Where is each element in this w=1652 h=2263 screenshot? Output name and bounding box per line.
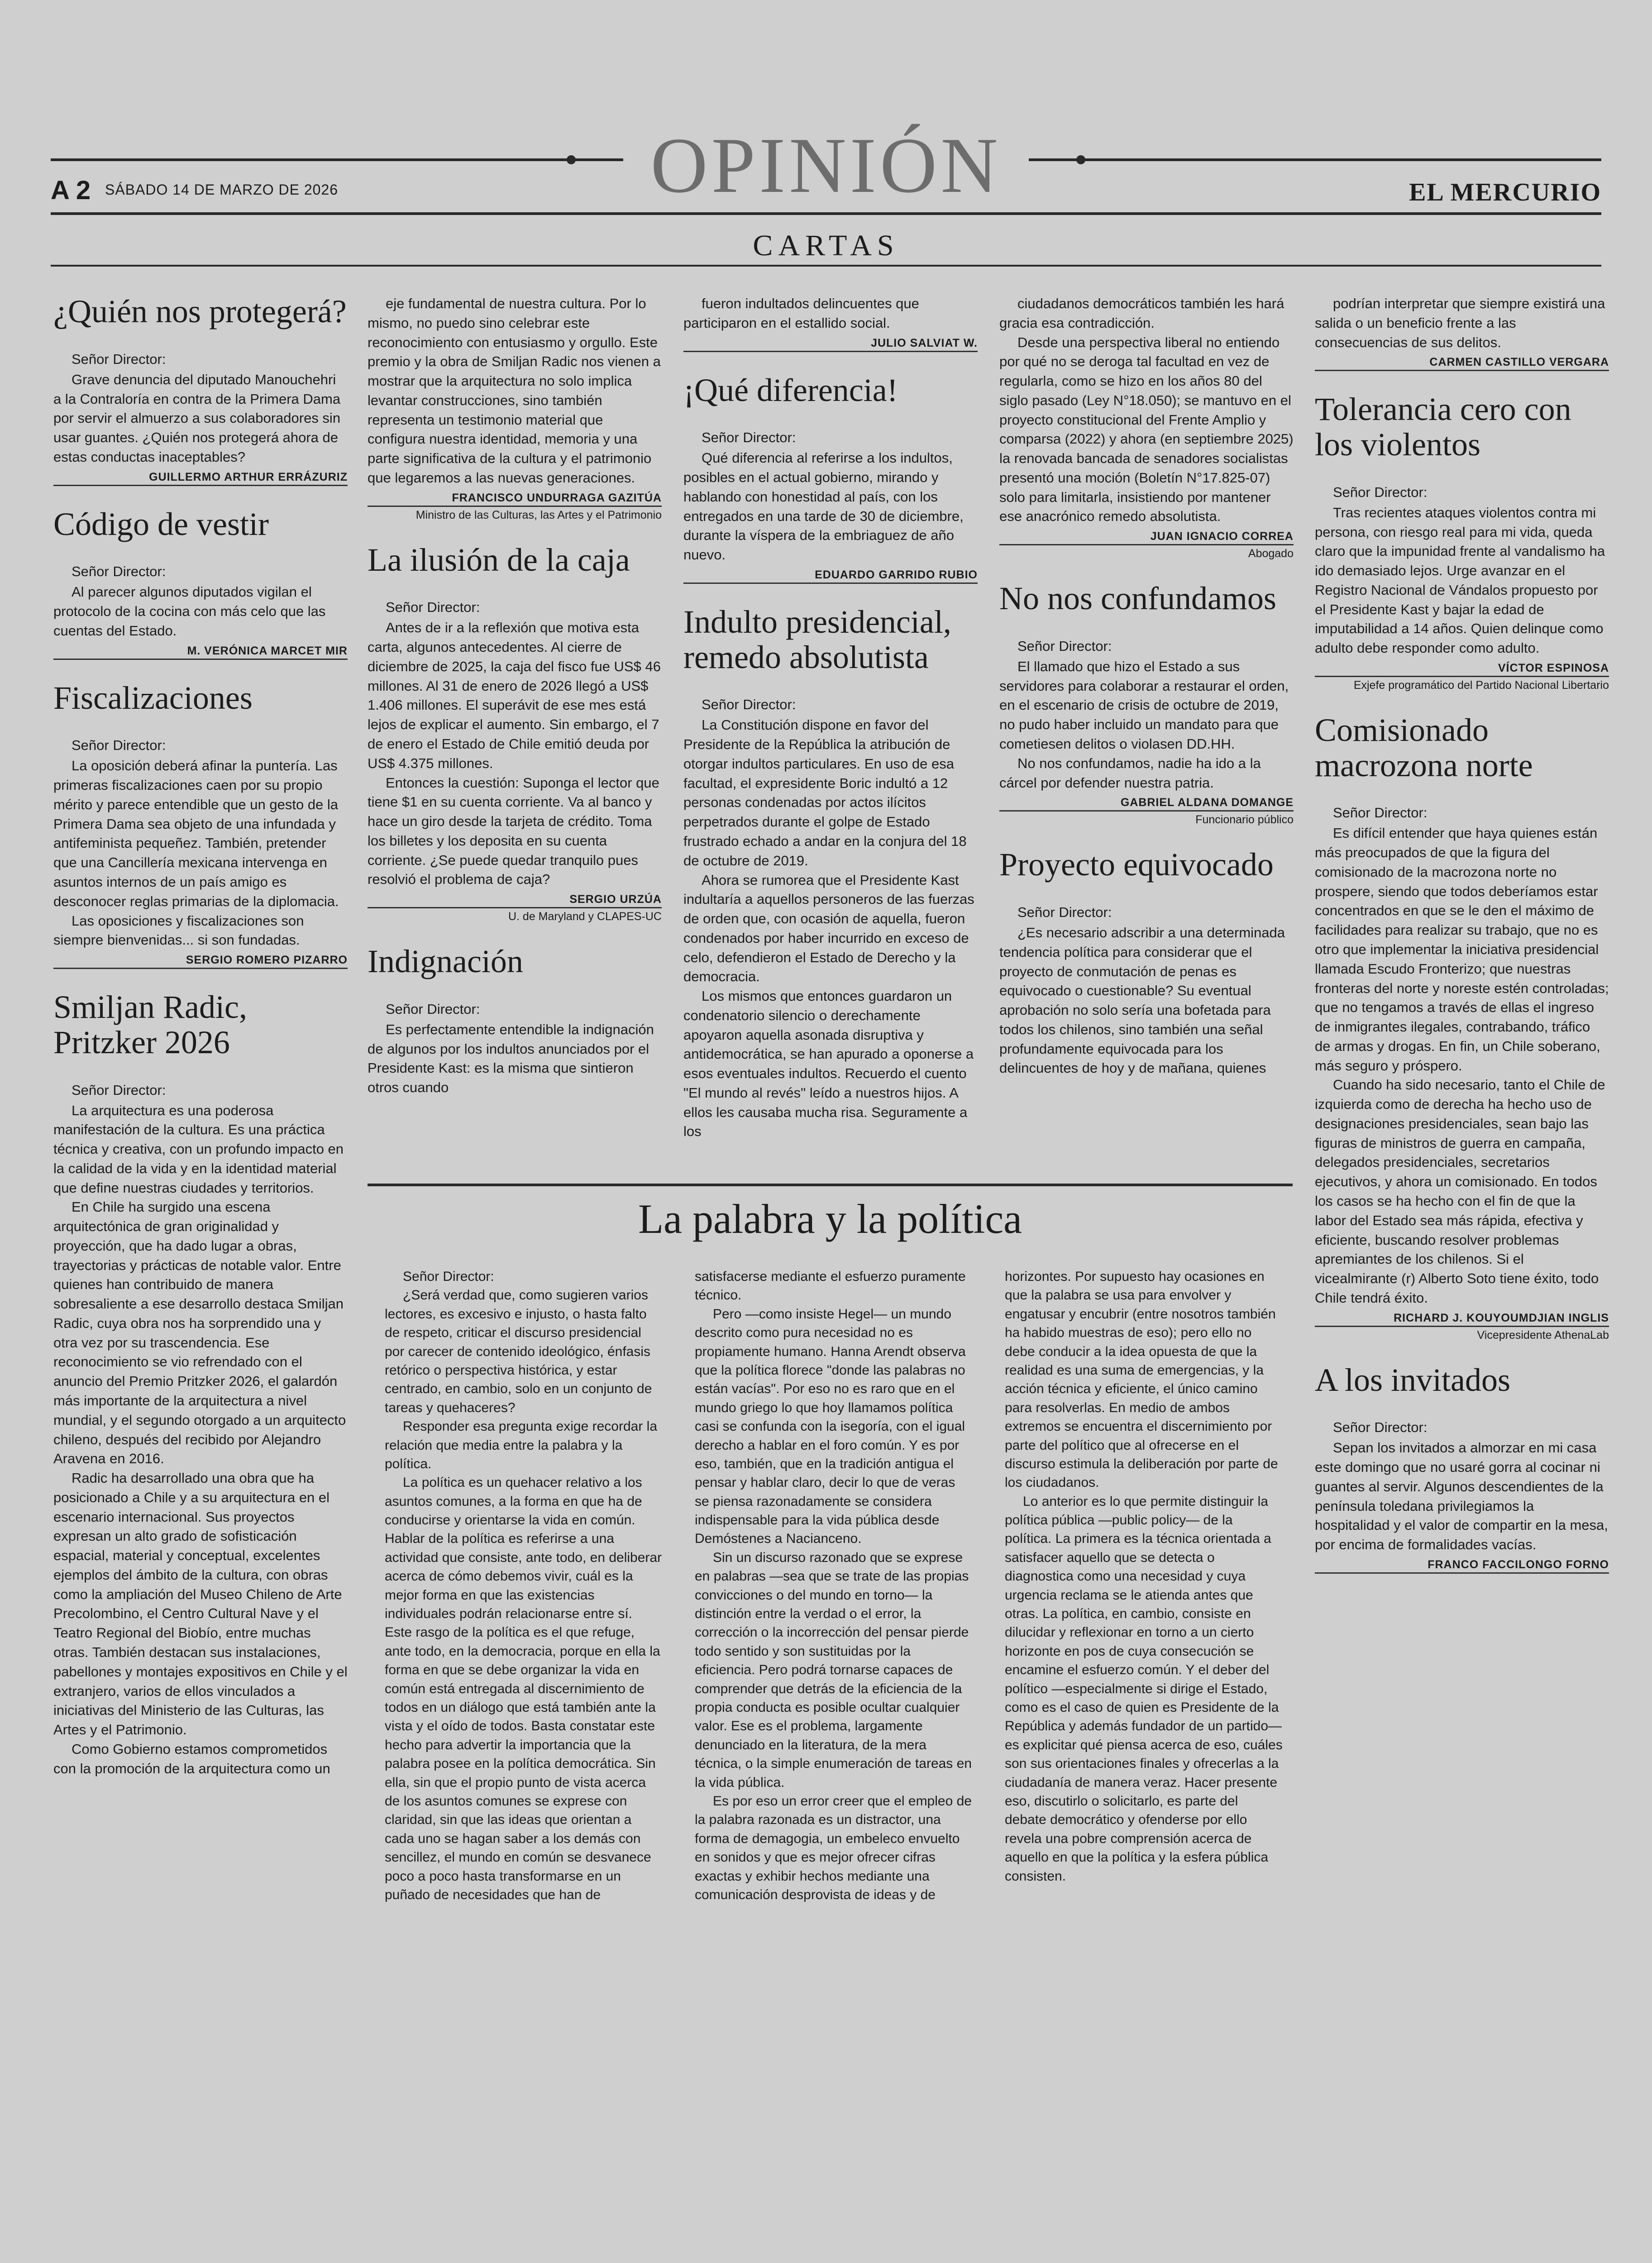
- letter-paragraph: eje fundamental de nuestra cultura. Por lo mismo, no puedo sino celebrar este reconocimiento con entusiasmo y orgullo. Este premio y la obra de Smiljan Radic nos vienen a mostrar que la arquitectura no solo implica levantar construcciones, sino también representa un testimonio material que configura nuestra identidad, memoria y una parte significativa de la cultura y el patrimonio que legaremos a las nuevas generaciones.: [368, 296, 661, 486]
- letter: [1315, 392, 1609, 692]
- letter-role: Abogado: [1248, 547, 1294, 560]
- letter: [368, 944, 662, 1098]
- letter: [53, 681, 348, 969]
- letter-title: Código de vestir: [53, 506, 269, 542]
- letter-salutation: Señor Director:: [1333, 484, 1428, 500]
- letter-title: Indulto presidencial, remedo absolutista: [683, 603, 951, 675]
- letter-signature: EDUARDO GARRIDO RUBIO: [683, 568, 978, 584]
- politica-salutation: Señor Director:: [403, 1269, 494, 1284]
- letter-salutation: Señor Director:: [72, 1082, 166, 1098]
- letter-title: No nos confundamos: [999, 580, 1276, 617]
- letter-paragraph: Desde una perspectiva liberal no entiendo por qué no se deroga tal facultad en vez de regularla, como se hizo en los años 80 del siglo pasado (Ley N°18.050); se mantuvo en el proyecto constitucional del Frente Amplio y comparsa (2022) y ahora (en septiembre 2025) la renovada bancada de senadores socialistas presentó una moción (Boletín N°17.825-07) solo para limitarla, insistiendo por mantener ese anacrónico remedo absolutista.: [999, 334, 1294, 525]
- letter-signature: VÍCTOR ESPINOSA: [1315, 662, 1609, 677]
- letter-paragraph: podrían interpretar que siempre existirá una salida o un beneficio frente a las consecuencias de sus delitos.: [1315, 296, 1605, 350]
- politica-paragraph: ¿Será verdad que, como sugieren varios lectores, es excesivo e injusto, o hasta falto de respeto, criticar el discurso presidencial por carecer de contenido ideológico, énfasis retórico o perspectiva histórica, y estar centrado, en cambio, solo en un conjunto de tareas y quehaceres?: [385, 1288, 652, 1415]
- letter: [368, 543, 662, 923]
- politica-title: La palabra y la política: [638, 1196, 1022, 1242]
- letter-title: Smiljan Radic, Pritzker 2026: [53, 989, 247, 1060]
- letter-paragraph: Ahora se rumorea que el Presidente Kast indultaría a aquellos personeros de las fuerzas de orden que, con ocasión de aquella, fueron condenados por haber incurrido en exceso de celo, defendieron el Estado de Derecho y la democracia.: [683, 872, 974, 985]
- letter-paragraph: Qué diferencia al referirse a los indultos, posibles en el actual gobierno, mirando y hablando con honestidad al país, con los entregados en una tarde de 30 de diciembre, durante la víspera de la embriaguez de año nuevo.: [683, 450, 964, 563]
- letter-paragraph: Sepan los invitados a almorzar en mi casa este domingo que no usaré gorra al cocinar ni guantes al servir. Algunos descendientes de la península toledana privilegiamos la hospitalidad y el valor de compartir en la mesa, por encima de formalidades vacías.: [1315, 1440, 1608, 1553]
- letter-title: A los invitados: [1315, 1361, 1511, 1398]
- subsection-title: CARTAS: [753, 229, 899, 262]
- letter-title: La ilusión de la caja: [368, 541, 630, 578]
- letter-role: Exjefe programático del Partido Nacional Libertario: [1353, 678, 1609, 692]
- letters-column-4: [999, 294, 1294, 1099]
- letter-paragraph: La Constitución dispone en favor del Presidente de la República la atribución de otorgar indultos particulares. En uso de esa facultad, el expresidente Boric indultó a 12 personas condenadas por actos ilícitos perpetrados durante el golpe de Estado frustrado echado a andar en la conjura del 18 de octubre de 2019.: [683, 717, 967, 869]
- letter-paragraph: Entonces la cuestión: Suponga el lector que tiene $1 en su cuenta corriente. Va al banco y hace un giro desde la tarjeta de crédito. Toma los billetes y los deposita en su cuenta corriente. ¿Se puede quedar tranquilo pues resolvió el problema de caja?: [368, 774, 659, 888]
- letter-salutation: Señor Director:: [72, 351, 166, 367]
- letter-signature: SERGIO ROMERO PIZARRO: [53, 954, 348, 969]
- letter-paragraph: Las oposiciones y fiscalizaciones son siempre bienvenidas... si son fundadas.: [53, 912, 304, 948]
- letter-paragraph: Cuando ha sido necesario, tanto el Chile de izquierda como de derecha ha hecho uso de designaciones presidenciales, sean bajo las figuras de ministros de guerra en campaña, delegados presidenciales, secretarios ejecutivos, y ahora un comisionado. En todos los casos se ha hecho con el fin de que la labor del Estado sea más rápida, efectiva y eficiente, buscando resolver problemas apremiantes de los chilenos. Si el vicealmirante (r) Alberto Soto tiene éxito, todo Chile tendrá éxito.: [1315, 1077, 1605, 1306]
- letter-title: ¿Quién nos protegerá?: [53, 293, 347, 329]
- letter-signature: GUILLERMO ARTHUR ERRÁZURIZ: [53, 471, 348, 486]
- letter-paragraph: En Chile ha surgido una escena arquitectónica de gran originalidad y proyección, que ha dado lugar a obras, trayectorias y prácticas de notable valor. Entre quienes han contribuido de manera sobresaliente a ese desarrollo destaca Smiljan Radic, cuya obra nos ha sorprendido una y otra vez por su trascendencia. Ese reconocimiento se vio refrendado con el anuncio del Premio Pritzker 2026, el galardón más importante de la arquitectura a nivel mundial, y el segundo otorgado a un arquitecto chileno, después del recibido por Alejandro Aravena en 2016.: [53, 1199, 346, 1467]
- letter-role: Vicepresidente AthenaLab: [1477, 1328, 1609, 1342]
- masthead-bottom-rule: [51, 265, 1601, 267]
- letter-signature: RICHARD J. KOUYOUMDJIAN INGLIS: [1315, 1312, 1609, 1327]
- letter-title: Comisionado macrozona norte: [1315, 711, 1533, 783]
- letter-paragraph: La oposición deberá afinar la puntería. Las primeras fiscalizaciones caen por su propio mérito y parece entendible que un gesto de la Primera Dama sea objeto de una infundada y antifeminista pequeñez. También, pretender que una Cancillería mexicana intervenga en asuntos internos de un país amigo es desconocer reglas primarias de la diplomacia.: [53, 758, 339, 909]
- letter-paragraph: Es perfectamente entendible la indignación de algunos por los indultos anunciados por el Presidente Kast: es la misma que sintieron otros cuando: [368, 1021, 654, 1096]
- letters-column-5: [1315, 294, 1609, 1595]
- politica-paragraph: Responder esa pregunta exige recordar la relación que media entre la palabra y la política.: [385, 1419, 658, 1471]
- letter-salutation: Señor Director:: [1333, 805, 1428, 821]
- letter-paragraph: fueron indultados delincuentes que participaron en el estallido social.: [683, 296, 919, 331]
- letter-paragraph: ciudadanos democráticos también les hará gracia esa contradicción.: [999, 296, 1284, 331]
- politica-paragraph: Pero —como insiste Hegel— un mundo descrito como pura necesidad no es propiamente humano. Hanna Arendt observa que la política florece "donde las palabras no están vacías". Por eso no es raro que en el mundo griego lo que hoy llamamos política casi se confunda con la isegoría, con el igual derecho a hablar en el foro común. Y es por eso, también, que en la tradición antigua el pensar y hablar claro, decir lo que de veras se piensa razonadamente se considera indispensable para la vida pública desde Demóstenes a Nacianceno.: [695, 1306, 966, 1547]
- letter-title: ¡Qué diferencia!: [683, 372, 898, 408]
- letter-signature: M. VERÓNICA MARCET MIR: [53, 645, 348, 660]
- letter-paragraph: ¿Es necesario adscribir a una determinada tendencia política para considerar que el proyecto de conmutación de penas es equivocado o cuestionable? Su eventual aprobación no solo sería una bofetada para todos los chilenos, sino también una señal profundamente equivocada para los delincuentes de hoy y de mañana, quienes: [999, 925, 1285, 1076]
- politica-paragraph: La política es un quehacer relativo a los asuntos comunes, a la forma en que ha de conducirse y orientarse la vida en común. Hablar de la política es referirse a una actividad que consiste, ante todo, en deliberar acerca de cómo debemos vivir, cuál es la mejor forma en que las existencias individuales podrán relacionarse entre sí. Este rasgo de la política es el que refuge, ante todo, en la democracia, porque en ella la forma en que se debe organizar la vida en común está entregada al discernimiento de todos en un diálogo que está también ante la vista y el oído de todos. Basta constatar este hecho para advertir la importancia que la palabra posee en la política democrática. Sin ella, sin que el propio punto de vista acerca de los asuntos comunes se exprese con claridad, sin que las ideas que orientan a cada uno se hagan saber a los demás con sencillez, el mundo en común se desvanece poco a poco hasta transformarse en un puñado de necesidades que han de satisfacerse mediante el esfuerzo puramente técnico.: [385, 1269, 966, 1902]
- letter-signature: FRANCISCO UNDURRAGA GAZITÚA: [368, 492, 662, 507]
- letter-title: Fiscalizaciones: [53, 679, 253, 716]
- letter-paragraph: No nos confundamos, nadie ha ido a la cárcel por defender nuestra patria.: [999, 755, 1261, 791]
- letter-salutation: Señor Director:: [386, 599, 480, 616]
- letter-signature: SERGIO URZÚA: [368, 893, 662, 908]
- letter: [999, 847, 1294, 1078]
- letter: [1315, 294, 1609, 371]
- letter-role: U. de Maryland y CLAPES-UC: [508, 910, 662, 923]
- masthead: [51, 111, 1601, 260]
- letter-paragraph: Al parecer algunos diputados vigilan el protocolo de la cocina con más celo que las cuentas del Estado.: [53, 584, 326, 639]
- letter-salutation: Señor Director:: [702, 697, 796, 713]
- letter-signature: GABRIEL ALDANA DOMANGE: [999, 796, 1294, 812]
- letters-column-3: [683, 294, 978, 1162]
- letter: [683, 294, 978, 352]
- letter-paragraph: Radic ha desarrollado una obra que ha posicionado a Chile y a su arquitectura en el escenario internacional. Sus proyectos expresan un alto grado de sofisticación espacial, material y conceptual, excelentes ejemplos del ámbito de la cultura, con obras como la ampliación del Museo Chileno de Arte Precolombino, el Centro Cultural Nave y el Teatro Regional del Biobío, entre muchas otras. También destacan sus instalaciones, pabellones y montajes expositivos en Chile y el extranjero, varios de ellos vinculados a iniciativas del Ministerio de las Culturas, las Artes y el Patrimonio.: [53, 1470, 348, 1738]
- letter-salutation: Señor Director:: [72, 563, 166, 580]
- letter-signature: CARMEN CASTILLO VERGARA: [1315, 356, 1609, 371]
- letters-column-1: [53, 294, 348, 1799]
- letter-paragraph: Tras recientes ataques violentos contra mi persona, con riesgo real para mi vida, queda claro que la impunidad frente al vandalismo ha ido demasiado lejos. Urge avanzar en el Registro Nacional de Vándalos propuesto por el Presidente Kast y bajar la edad de imputabilidad a 14 años. Quien delinque como adulto debe responder como adulto.: [1315, 504, 1605, 656]
- page-number: A 2: [51, 176, 91, 205]
- letter: [53, 294, 348, 486]
- letter-role: Funcionario público: [1195, 813, 1294, 826]
- section-title: OPINIÓN: [51, 120, 1601, 211]
- letter-paragraph: Los mismos que entonces guardaron un condenatorio silencio o derechamente apoyaron aquella asonada disruptiva y antidemocrática, se han apurado a oponerse a esos eventuales indultos. Recuerdo el cuento "El mundo al revés" leído a nuestros hijos. A ellos les causaba mucha risa. Seguramente a los: [683, 988, 974, 1140]
- letter-title: Indignación: [368, 943, 523, 980]
- politica-paragraphs: [385, 1267, 1283, 1904]
- letter-title: Proyecto equivocado: [999, 846, 1274, 883]
- letter: [999, 294, 1294, 560]
- politica-rule: [368, 1184, 1293, 1186]
- letter-salutation: Señor Director:: [1017, 638, 1112, 654]
- letter-salutation: Señor Director:: [72, 737, 166, 754]
- letter: [53, 990, 348, 1778]
- letter-paragraph: Antes de ir a la reflexión que motiva esta carta, algunos antecedentes. Al cierre de diciembre de 2025, la caja del fisco fue US$ 46 millones. Al 31 de enero de 2026 llegó a US$ 1.406 millones. El superávit de ese mes está lejos de explicar el aumento. Sin embargo, el 7 de enero el Estado de Chile emitió deuda por US$ 4.375 millones.: [368, 620, 661, 771]
- letter-role: Ministro de las Culturas, las Artes y el Patrimonio: [415, 508, 662, 521]
- letter: [999, 581, 1294, 826]
- issue-date: SÁBADO 14 DE MARZO DE 2026: [105, 181, 339, 198]
- politica-paragraph: Es por eso un error creer que el empleo de la palabra razonada es un distractor, una forma de demagogia, un embeleco envuelto en sonidos y que es mejor ofrecer cifras exactas y exhibir hechos mediante una comunicación desprovista de ideas y de horizontes. Por supuesto hay ocasiones en que la palabra se usa para envolver y engatusar y encubrir (entre nosotros también ha habido muestras de eso); pero ello no debe conducir a la idea opuesta de que la realidad es una suma de emergencias, y la acción técnica y eficiente, el único camino para resolverlas. En medio de ambos extremos se encuentra el discernimiento por parte del político que al ofrecerse en el discurso estimula la deliberación por parte de los ciudadanos.: [695, 1269, 1278, 1902]
- letter-salutation: Señor Director:: [1333, 1419, 1428, 1436]
- letter: [368, 294, 662, 522]
- politica-body: [385, 1267, 1283, 1904]
- letter-paragraph: Es difícil entender que haya quienes están más preocupados de que la figura del comisionado de la macrozona norte no prospere, siendo que todos deberíamos estar concentrados en que se le den el máximo de facilidades para realizar su trabajo, que no es otro que implementar la iniciativa presidencial llamada Escudo Fronterizo; que nuestras fronteras del norte y noreste estén controladas; que no tengamos a través de ellas el ingreso de inmigrantes ilegales, contrabando, tráfico de armas y drogas. En fin, un Chile soberano, más seguro y próspero.: [1315, 825, 1609, 1074]
- letters-column-2: [368, 294, 662, 1118]
- letter: [1315, 713, 1609, 1342]
- letter-signature: JUAN IGNACIO CORREA: [999, 530, 1294, 545]
- letter-salutation: Señor Director:: [1017, 904, 1112, 921]
- letter: [1315, 1363, 1609, 1574]
- masthead-mid-rule: [51, 212, 1601, 215]
- letter-salutation: Señor Director:: [702, 430, 796, 446]
- letter-paragraph: Grave denuncia del diputado Manouchehri a la Contraloría en contra de la Primera Dama por servir el almuerzo a sus colaboradores sin usar guantes. ¿Quién nos protegerá ahora de estas conductas inaceptables?: [53, 371, 341, 465]
- letter-title: Tolerancia cero con los violentos: [1315, 391, 1571, 463]
- letter-paragraph: El llamado que hizo el Estado a sus servidores para colaborar a restaurar el orden, en el escenario de crisis de octubre de 2019, no pudo haber incluido un mandato para que cometiesen delitos o violasen DD.HH.: [999, 658, 1289, 752]
- letter: [53, 507, 348, 660]
- letter-salutation: Señor Director:: [386, 1001, 480, 1017]
- letter-signature: FRANCO FACCILONGO FORNO: [1315, 1558, 1609, 1574]
- letter-paragraph: Como Gobierno estamos comprometidos con la promoción de la arquitectura como un: [53, 1741, 330, 1776]
- letter: [683, 605, 978, 1141]
- letter-signature: JULIO SALVIAT W.: [683, 337, 978, 352]
- newspaper-brand: EL MERCURIO: [1409, 178, 1601, 206]
- politica-paragraph: Sin un discurso razonado que se exprese en palabras —sea que se trate de las propias convicciones o del mundo en torno— la distinción entre la verdad o el error, la corrección o la incorrección del pensar pierde todo sentido y son sustituidas por la eficiencia. Pero podrá tornarse capaces de comprender que detrás de la eficiencia de la propia conducta es posible ocultar cualquier valor. Ese es el problema, largamente denunciado en la literatura, de la mera técnica, o la simple enumeración de tareas en la vida pública.: [695, 1550, 972, 1790]
- politica-paragraph: Lo anterior es lo que permite distinguir la política pública —public policy— de la política. La primera es la técnica orientada a satisfacer aquello que se detecta o diagnostica como una necesidad y cuya urgencia reclama se le atienda antes que otras. La política, en cambio, consiste en dilucidar y reflexionar en torno a un cierto horizonte en pos de cuya consecución se encamine el esfuerzo común. Y el deber del político —especialmente si dirige el Estado, como es el caso de quien es Presidente de la República y además fundador de un partido— es explicitar qué piensa acerca de eso, cuáles son sus orientaciones finales y ofrecerlas a la ciudadanía de manera veraz. Hacer presente eso, discutirlo o solicitarlo, es parte del debate democrático y ofenderse por ello revela una pobre comprensión acerca de aquello en que la política y la esfera pública consisten.: [1005, 1494, 1283, 1884]
- letter: [683, 373, 978, 584]
- letter-paragraph: La arquitectura es una poderosa manifestación de la cultura. Es una práctica técnica y creativa, con un profundo impacto en la calidad de la vida y en la identidad material que define nuestras ciudades y territorios.: [53, 1102, 344, 1196]
